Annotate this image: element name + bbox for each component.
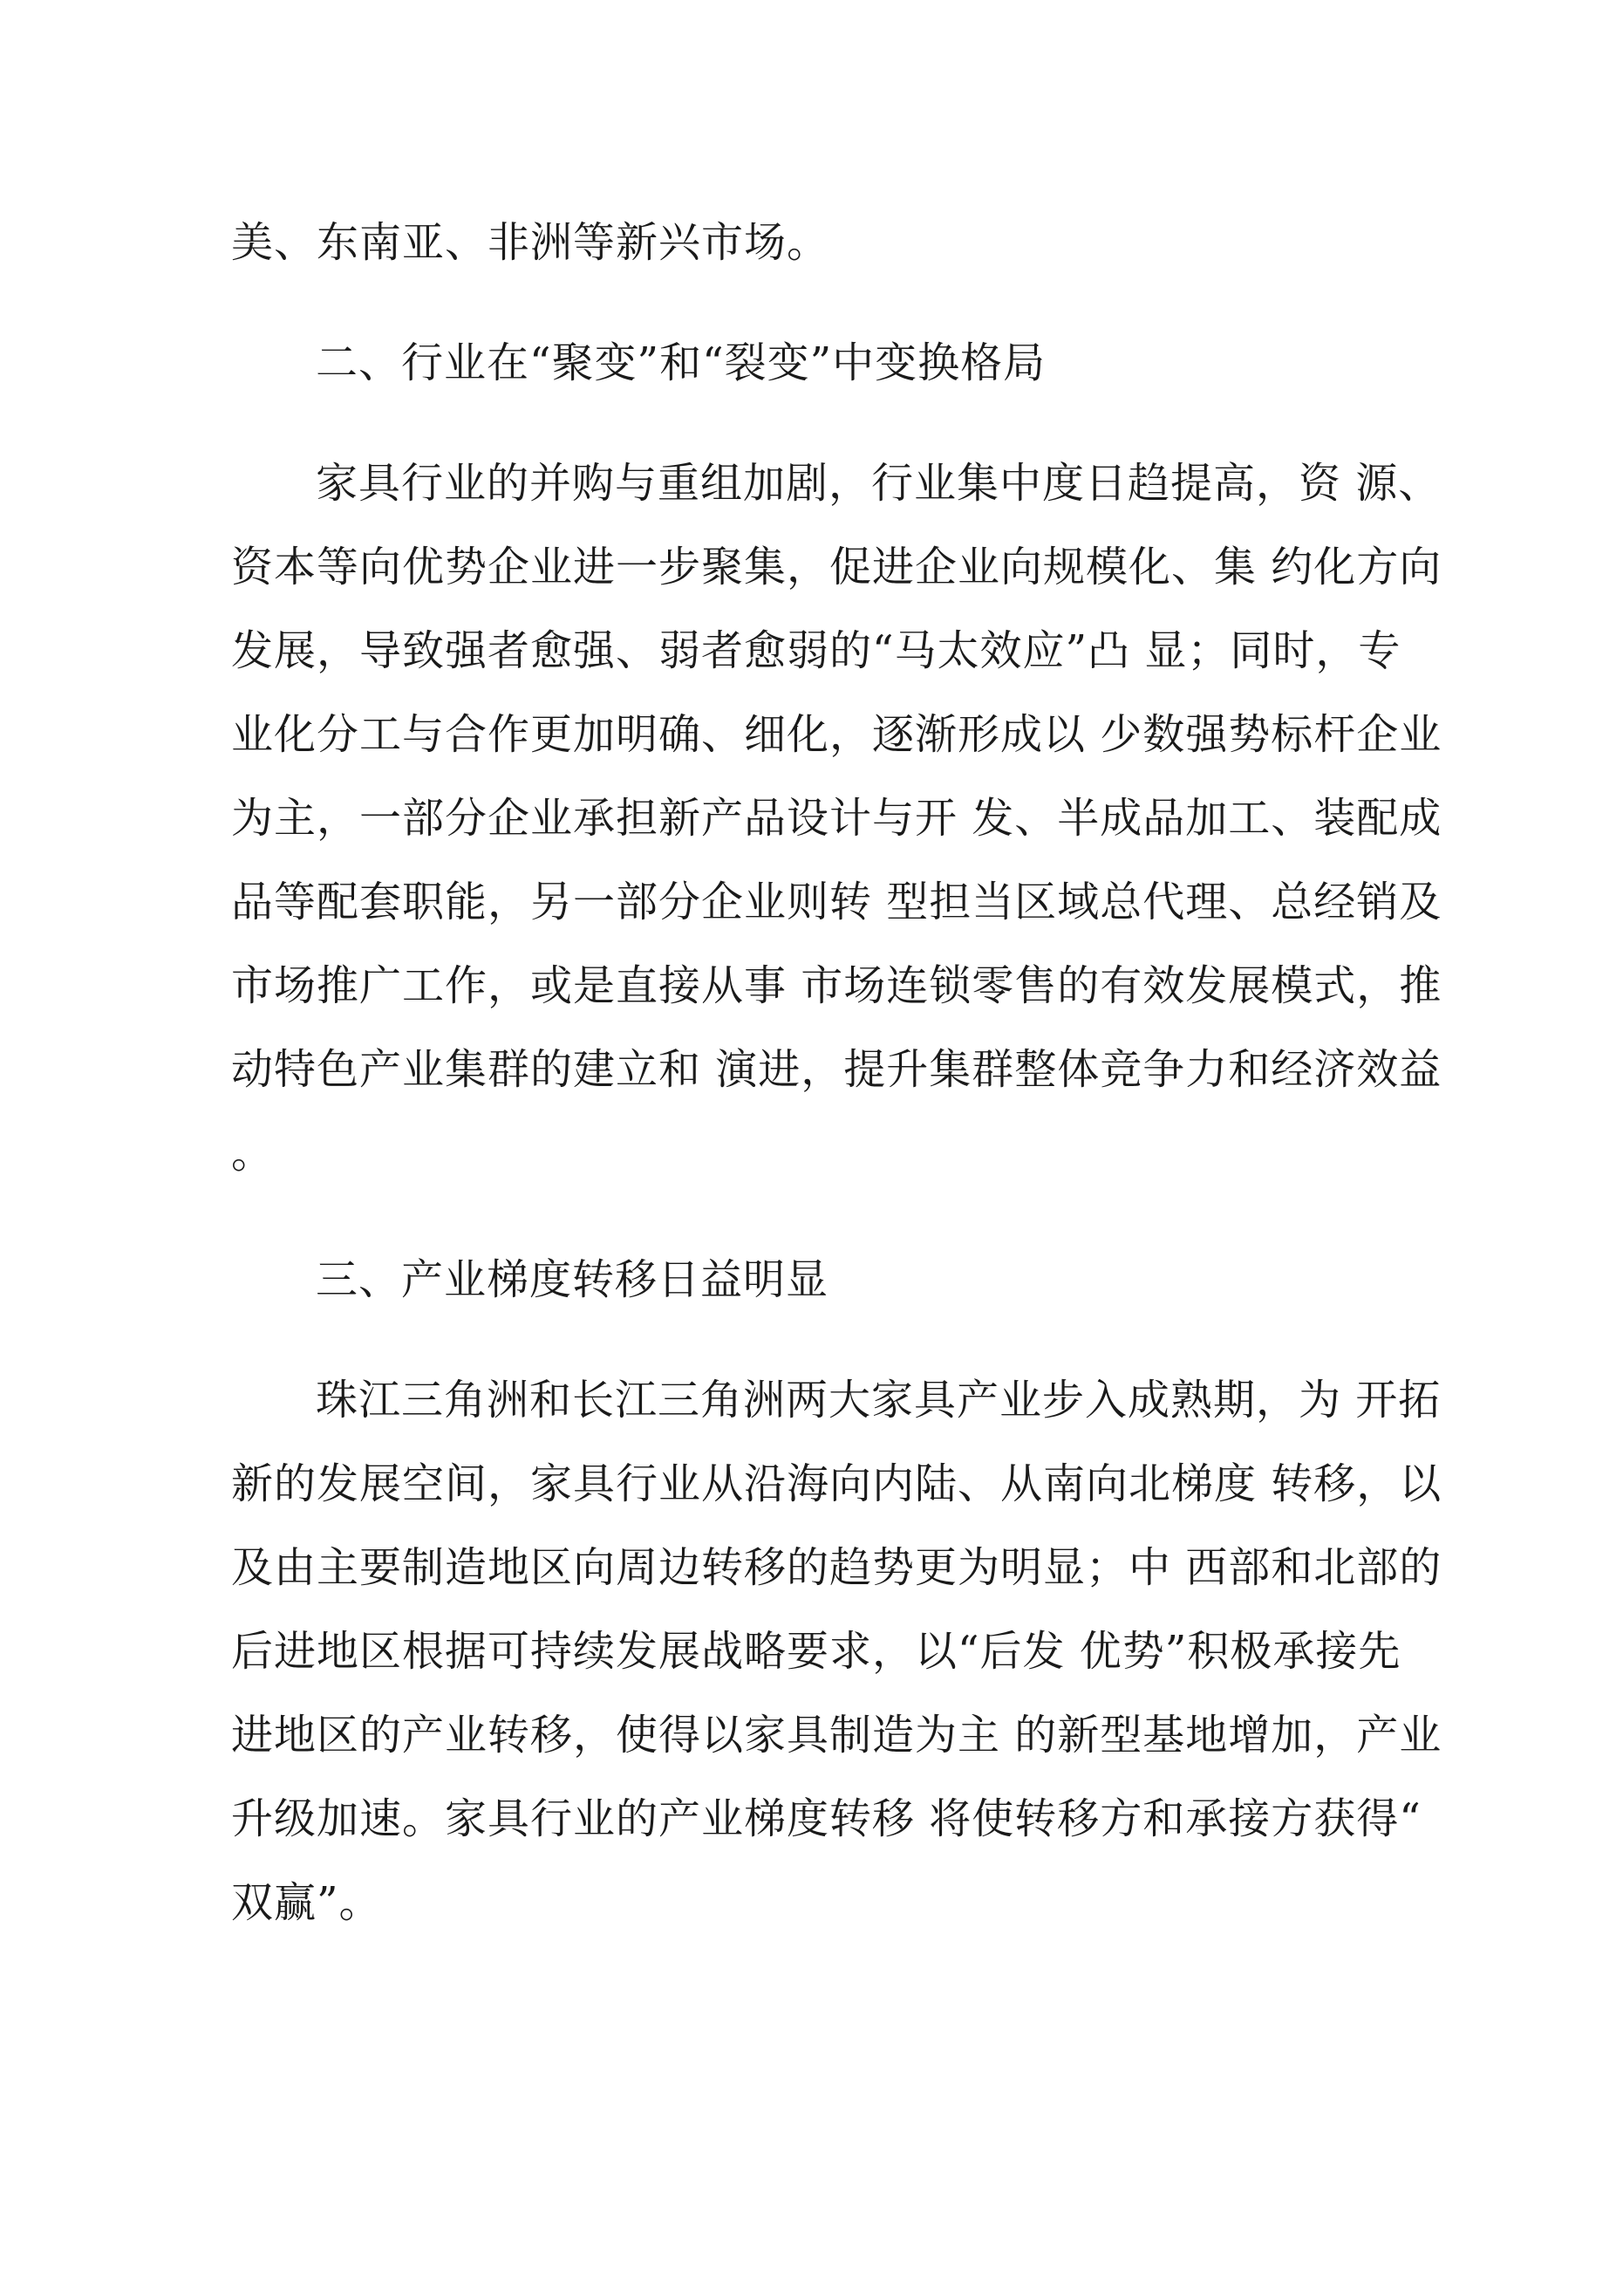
paragraph-line: 资本等向优势企业进一步聚集，促进企业向规模化、集 约化方向	[231, 543, 1442, 591]
paragraph-line: 双赢”。	[231, 1878, 382, 1927]
paragraph-line: 家具行业的并购与重组加剧，行业集中度日趋提高，资 源、	[316, 459, 1442, 508]
paragraph-line: 美、东南亚、非洲等新兴市场。	[231, 218, 830, 267]
paragraph-line: 及由主要制造地区向周边转移的趋势更为明显；中 西部和北部的	[231, 1543, 1442, 1592]
paragraph-line: 进地区的产业转移，使得以家具制造为主 的新型基地增加，产业	[231, 1711, 1442, 1760]
paragraph-line: 发展，导致强者愈强、弱者愈弱的“马太效应”凸 显；同时，专	[231, 626, 1401, 675]
paragraph-line: 市场推广工作，或是直接从事 市场连锁零售的有效发展模式，推	[231, 961, 1442, 1010]
paragraph-line: 。	[231, 1129, 275, 1178]
section-heading: 二、行业在“聚变”和“裂变”中变换格局	[316, 338, 1047, 387]
paragraph-line: 珠江三角洲和长江三角洲两大家具产业步入成熟期，为 开拓	[316, 1376, 1442, 1425]
paragraph-line: 业化分工与合作更加明确、细化，逐渐形成以 少数强势标杆企业	[231, 710, 1442, 759]
paragraph-line: 升级加速。家具行业的产业梯度转移 将使转移方和承接方获得“	[231, 1794, 1422, 1843]
paragraph-line: 动特色产业集群的建立和 演进，提升集群整体竞争力和经济效益	[231, 1045, 1442, 1094]
paragraph-line: 新的发展空间，家具行业从沿海向内陆、从南向北梯度 转移，以	[231, 1459, 1442, 1508]
paragraph-line: 品等配套职能，另一部分企业则转 型担当区域总代理、总经销及	[231, 878, 1442, 926]
section-heading: 三、产业梯度转移日益明显	[316, 1255, 829, 1304]
paragraph-line: 为主，一部分企业承担新产品设计与开 发、半成品加工、装配成	[231, 794, 1442, 843]
paragraph-line: 后进地区根据可持续发展战略要求，以“后发 优势”积极承接先	[231, 1627, 1401, 1676]
